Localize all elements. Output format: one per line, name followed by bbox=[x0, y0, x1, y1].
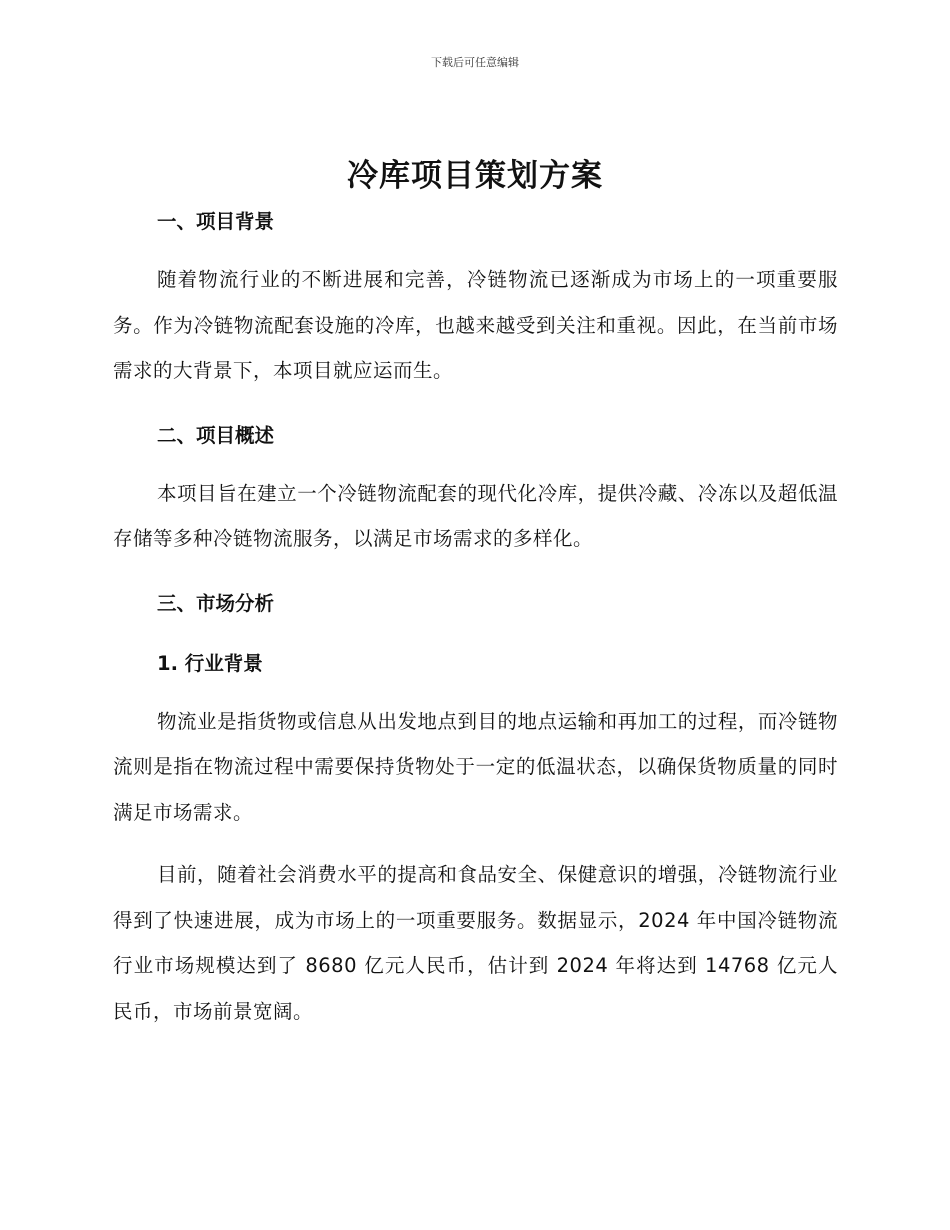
document-title: 冷库项目策划方案 bbox=[347, 158, 603, 194]
section-heading-market-analysis: 三、市场分析 bbox=[157, 591, 275, 615]
document-body bbox=[113, 204, 838, 1034]
subsection-heading-industry-background: 1. 行业背景 bbox=[157, 651, 263, 675]
paragraph-project-background: 随着物流行业的不断进展和完善，冷链物流已逐渐成为市场上的一项重要服务。作为冷链物流配套设施的冷库，也越来越受到关注和重视。因此，在当前市场需求的大背景下，本项目就应运而生。 bbox=[113, 268, 838, 382]
section-heading-project-overview: 二、项目概述 bbox=[157, 423, 275, 447]
paragraph-market-status: 目前，随着社会消费水平的提高和食品安全、保健意识的增强，冷链物流行业得到了快速进展，成为市场上的一项重要服务。数据显示，2024 年中国冷链物流行业市场规模达到了 8680 亿元人民币，估计到 2024 年将达到 14768 亿元人民币，市场前景宽阔。 bbox=[113, 863, 838, 1023]
header-note: 下载后可任意编辑 bbox=[431, 56, 519, 69]
paragraph-industry-background: 物流业是指货物或信息从出发地点到目的地点运输和再加工的过程，而冷链物流则是指在物流过程中需要保持货物处于一定的低温状态，以确保货物质量的同时满足市场需求。 bbox=[113, 709, 838, 824]
section-heading-project-background: 一、项目背景 bbox=[157, 210, 275, 233]
paragraph-project-overview: 本项目旨在建立一个冷链物流配套的现代化冷库，提供冷藏、冷冻以及超低温存储等多种冷链物流服务，以满足市场需求的多样化。 bbox=[113, 481, 838, 550]
